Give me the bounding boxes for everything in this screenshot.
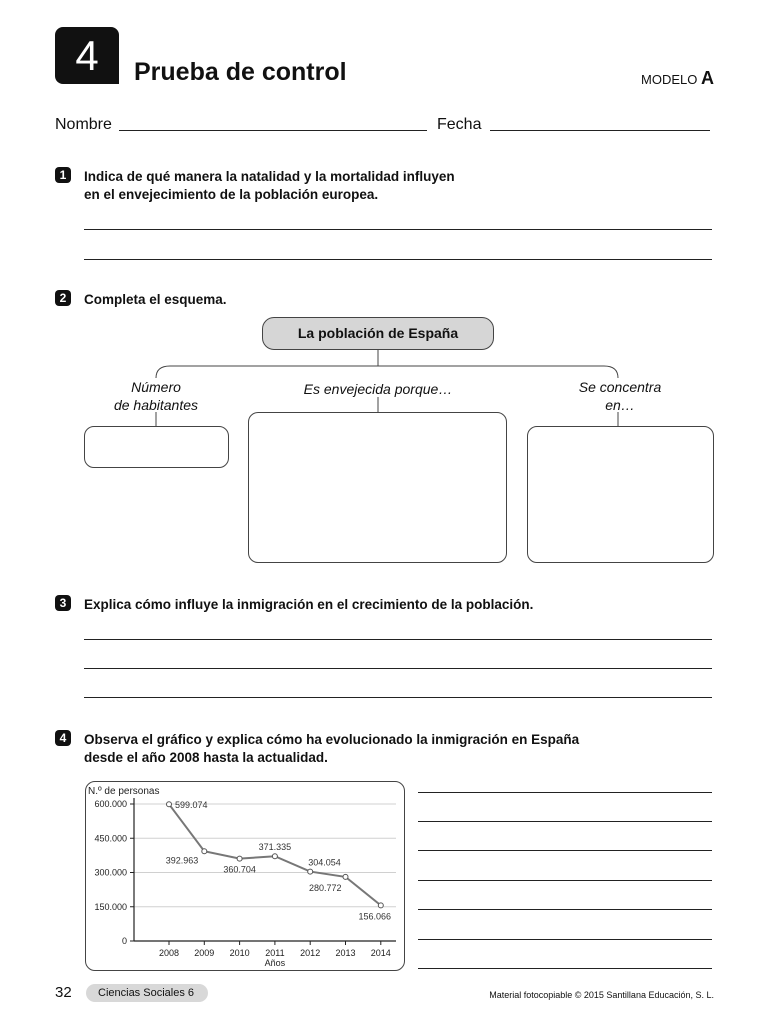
y-tick-label: 0 [121, 936, 127, 946]
question-2-number: 2 [55, 290, 71, 306]
x-tick-label: 2013 [335, 948, 356, 958]
question-4-text [84, 731, 579, 767]
y-tick-label: 450.000 [94, 833, 127, 844]
data-point [308, 869, 313, 874]
branch-1-line1: Número [131, 379, 181, 395]
data-point [167, 802, 172, 807]
x-tick-label: 2010 [229, 948, 250, 958]
question-1-line2: en el envejecimiento de la población europea. [84, 187, 379, 202]
data-point [378, 903, 383, 908]
question-4-line1: Observa el gráfico y explica cómo ha evolucionado la inmigración en España [84, 732, 580, 747]
x-tick-label: 2011 [265, 948, 285, 958]
x-tick-label: 2014 [370, 948, 391, 958]
branch-1-line2: de habitantes [113, 397, 199, 413]
y-tick-label: 600.000 [94, 799, 127, 809]
data-point [237, 856, 242, 861]
data-point [343, 874, 348, 879]
data-label: 280.772 [308, 882, 342, 893]
answer-line[interactable] [84, 697, 712, 698]
data-label: 371.335 [258, 842, 292, 853]
scheme-answer-box-3[interactable] [527, 426, 714, 563]
data-point [272, 854, 277, 859]
x-axis-label: Años [264, 958, 286, 968]
data-label: 360.704 [223, 864, 256, 875]
question-1-line1: Indica de qué manera la natalidad y la mortalidad influyen [84, 169, 455, 184]
data-label: 156.066 [358, 911, 392, 922]
copyright-notice: Material fotocopiable © 2015 Santillana Educación, S. L. [489, 990, 714, 1000]
branch-3-line1: Se concentra [578, 379, 662, 395]
page-title: Prueba de control [134, 58, 347, 86]
answer-line[interactable] [84, 668, 712, 669]
scheme-root-box: La población de España [262, 317, 494, 350]
scheme-branch-3-label [560, 378, 680, 414]
answer-line[interactable] [418, 968, 712, 969]
immigration-line-chart [86, 782, 404, 970]
question-2-text: Completa el esquema. [84, 292, 227, 307]
chart-frame [85, 781, 405, 971]
x-tick-label: 2008 [158, 948, 180, 958]
answer-line[interactable] [418, 939, 712, 940]
question-4-line2: desde el año 2008 hasta la actualidad. [84, 750, 328, 765]
nombre-label: Nombre [55, 116, 112, 133]
x-tick-label: 2009 [194, 948, 215, 958]
question-4-number: 4 [55, 730, 71, 746]
answer-line[interactable] [84, 639, 712, 640]
y-axis-label: N.º de personas [88, 786, 160, 797]
branch-3-line2: en… [605, 397, 635, 413]
answer-line[interactable] [418, 850, 712, 851]
question-3-text: Explica cómo influye la inmigración en el crecimiento de la población. [84, 597, 534, 612]
modelo-text: MODELO [641, 72, 698, 87]
data-label: 392.963 [165, 855, 199, 866]
answer-line[interactable] [418, 909, 712, 910]
y-tick-label: 150.000 [94, 901, 127, 912]
answer-line[interactable] [418, 880, 712, 881]
page-number: 32 [55, 984, 72, 1001]
unit-number-badge: 4 [55, 27, 119, 84]
subject-label: Ciencias Sociales 6 [86, 984, 208, 1002]
modelo-letter: A [701, 68, 714, 88]
scheme-branch-1-label [96, 378, 216, 414]
scheme-answer-box-2[interactable] [248, 412, 507, 563]
fecha-label: Fecha [437, 116, 482, 133]
question-1-number: 1 [55, 167, 71, 183]
data-label: 304.054 [308, 857, 341, 868]
scheme-branch-2-label: Es envejecida porque… [303, 381, 453, 397]
data-point [202, 849, 207, 854]
data-label: 599.074 [175, 800, 208, 811]
scheme-answer-box-1[interactable] [84, 426, 229, 468]
answer-line[interactable] [418, 821, 712, 822]
question-3-number: 3 [55, 595, 71, 611]
y-tick-label: 300.000 [94, 867, 127, 878]
answer-line[interactable] [418, 792, 712, 793]
x-tick-label: 2012 [300, 948, 321, 958]
